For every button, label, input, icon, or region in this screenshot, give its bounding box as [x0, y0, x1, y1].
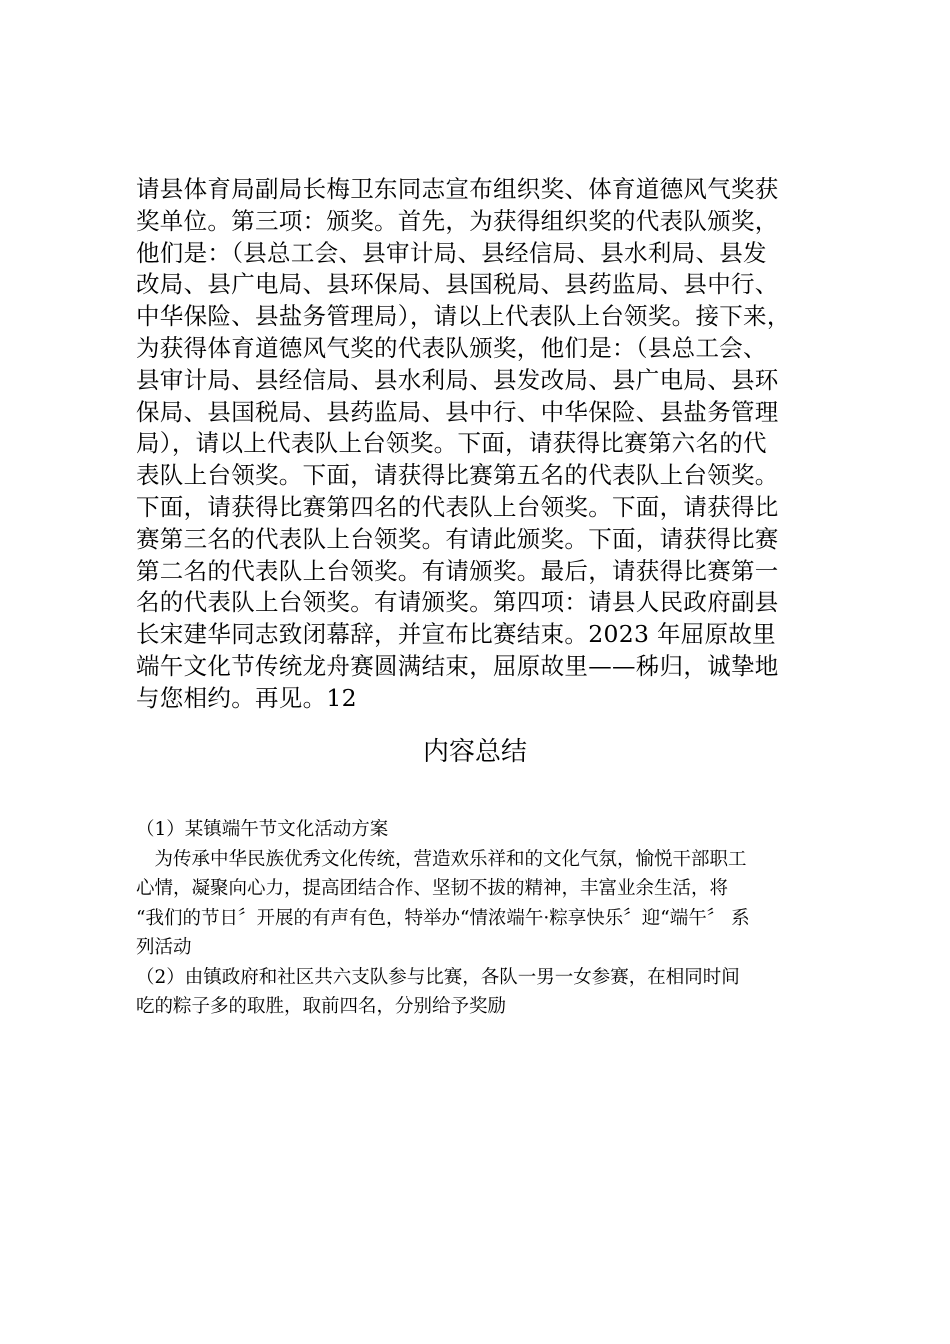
body-line: 名的代表队上台领奖。有请颁奖。第四项：请县人民政府副县 [136, 588, 779, 617]
body-line: 表队上台领奖。下面，请获得比赛第五名的代表队上台领奖。 [136, 461, 779, 490]
body-text [136, 174, 836, 715]
body-line: 请县体育局副局长梅卫东同志宣布组织奖、体育道德风气奖获 [136, 175, 779, 203]
body-line: 县审计局、县经信局、县水利局、县发改局、县广电局、县环 [136, 365, 779, 394]
body-line: 中华保险、县盐务管理局），请以上代表队上台领奖。接下来， [136, 302, 791, 331]
body-line: 与您相约。再见。12 [136, 683, 357, 712]
body-line: 保局、县国税局、县药监局、县中行、中华保险、县盐务管理 [136, 397, 779, 426]
summary-line: 吃的粽子多的取胜，取前四名，分别给予奖励 [136, 996, 507, 1017]
summary-text [136, 815, 836, 1022]
body-line: 赛第三名的代表队上台领奖。有请此颁奖。下面，请获得比赛 [136, 524, 779, 553]
body-line: 长宋建华同志致闭幕辞，并宣布比赛结束。2023 年屈原故里 [136, 620, 776, 649]
summary-title: 内容总结 [422, 737, 527, 767]
body-line: 第二名的代表队上台领奖。有请颁奖。最后，请获得比赛第一 [136, 556, 779, 585]
summary-line: “我们的节日〞开展的有声有色，特举办“情浓端午·粽享快乐〞迎“端午〞 系 [136, 907, 750, 929]
summary-line: 列活动 [136, 937, 192, 958]
body-line: 为获得体育道德风气奖的代表队颁奖，他们是：（县总工会、 [136, 333, 767, 362]
summary-line: （2）由镇政府和社区共六支队参与比赛，各队一男一女参赛，在相同时间 [136, 966, 740, 988]
body-line: 改局、县广电局、县环保局、县国税局、县药监局、县中行、 [136, 270, 779, 299]
summary-line: 为传承中华民族优秀文化传统，营造欢乐祥和的文化气氛，愉悦干部职工 [136, 848, 747, 870]
body-line: 局），请以上代表队上台领奖。下面，请获得比赛第六名的代 [136, 429, 767, 458]
summary-line: （1）某镇端午节文化活动方案 [136, 819, 389, 840]
body-line: 奖单位。第三项：颁奖。首先，为获得组织奖的代表队颁奖， [136, 206, 779, 235]
summary-line: 心情，凝聚向心力，提高团结合作、坚韧不拔的精神，丰富业余生活，将 [136, 878, 729, 899]
body-line: 端午文化节传统龙舟赛圆满结束，屈原故里——秭归，诚挚地 [136, 651, 779, 680]
body-line: 他们是：（县总工会、县审计局、县经信局、县水利局、县发 [136, 238, 767, 267]
body-line: 下面，请获得比赛第四名的代表队上台领奖。下面，请获得比 [136, 492, 779, 521]
